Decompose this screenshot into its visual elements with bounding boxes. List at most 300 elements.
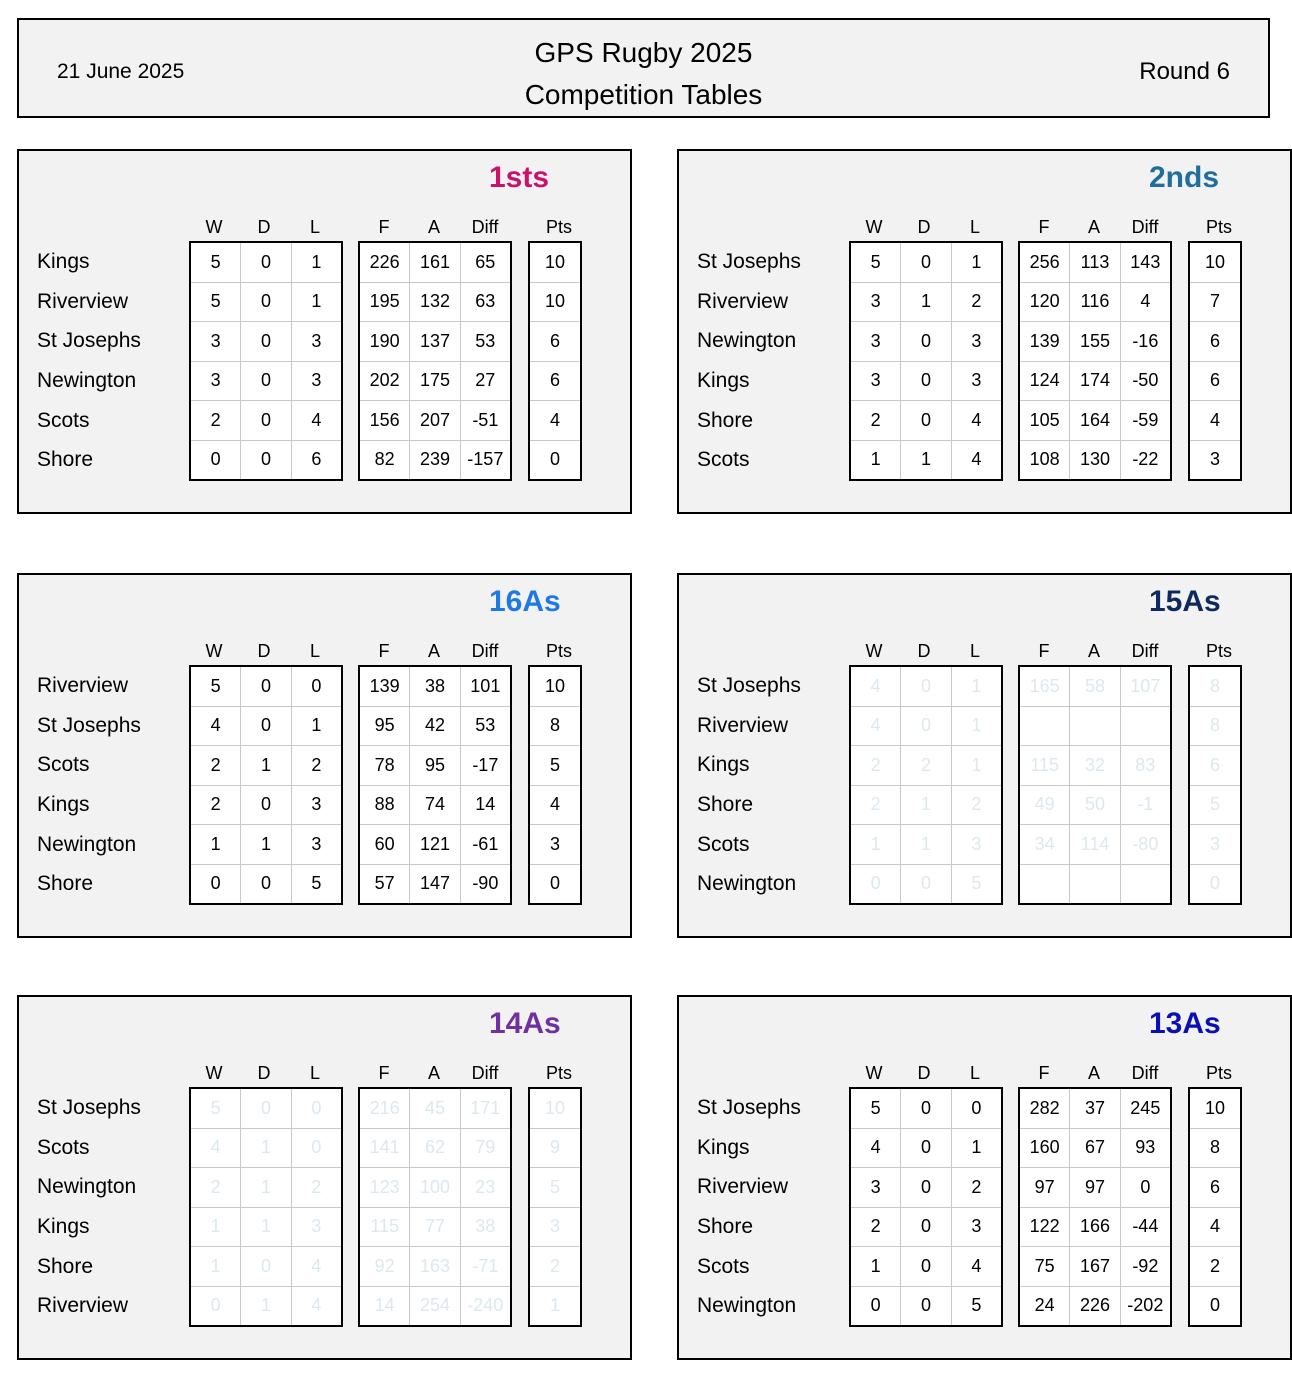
cell-d: 0 [241,667,290,707]
column-pts [530,667,580,903]
cell-pts: 1 [549,1295,560,1316]
cell-w: 1 [191,825,240,865]
cell-d: 0 [241,1089,290,1129]
cell-l: 0 [292,667,341,707]
column-header-pts: Pts [545,1063,572,1083]
cell-l: 1 [952,667,1001,707]
cell-diff: -61 [461,825,510,865]
cell-diff: 101 [461,667,510,707]
cell-d: 1 [241,1168,290,1208]
table-panel-1sts [17,149,632,514]
cell-f: 160 [1020,1129,1069,1169]
cell-w: 1 [851,1247,900,1287]
column-d [241,667,291,903]
cell-f: 216 [360,1089,409,1129]
column-diff [1121,243,1170,479]
record-box [189,665,343,905]
cell-w: 3 [851,322,900,362]
panel-title: 14As [489,1007,561,1040]
column-header-diff: Diff [1131,1063,1159,1083]
column-header-pts: Pts [1205,641,1232,661]
column-header-w: W [205,641,223,661]
cell-pts: 10 [1190,1089,1240,1129]
column-d [241,1089,291,1325]
column-header-f: F [1038,217,1050,237]
title-line-1: GPS Rugby 2025 [534,37,753,68]
column-d [901,667,951,903]
cell-a: 147 [419,873,451,894]
cell-pts: 6 [1190,1168,1240,1208]
cell-l: 4 [952,401,1001,441]
cell-l: 1 [952,707,1001,747]
column-header-l: L [309,1063,320,1083]
column-l [292,1089,341,1325]
cell-pts: 10 [1190,243,1240,283]
cell-f: 139 [1020,322,1069,362]
team-list [37,666,141,904]
column-header-d: D [257,641,271,661]
cell-w: 5 [851,243,900,283]
column-a [410,243,460,479]
cell-l: 1 [952,243,1001,283]
cell-diff: 63 [461,283,510,323]
cell-a: 167 [1070,1247,1119,1287]
column-w [851,667,901,903]
column-diff [461,667,510,903]
column-header-l: L [309,217,320,237]
cell-l: 3 [952,322,1001,362]
cell-a: 155 [1070,322,1119,362]
cell-a: 226 [1079,1295,1111,1316]
cell-a: 254 [419,1295,451,1316]
column-a [1070,667,1120,903]
table-panel-15as [677,573,1292,938]
cell-diff: -202 [1127,1295,1164,1316]
cell-pts: 3 [1190,825,1240,865]
cell-d: 1 [920,449,931,470]
cell-f: 60 [360,825,409,865]
cell-d: 1 [260,1295,271,1316]
cell-f: 115 [1020,746,1069,786]
team-name: Shore [37,448,94,472]
cell-f: 124 [1020,362,1069,402]
cell-d: 1 [241,1129,290,1169]
cell-pts: 0 [1209,1295,1220,1316]
cell-f: 282 [1020,1089,1069,1129]
column-header-diff: Diff [1131,217,1159,237]
column-pts [1190,243,1240,479]
column-header-f: F [1038,641,1050,661]
team-name: Kings [37,793,90,817]
cell-d: 0 [920,873,931,894]
cell-d: 0 [241,401,290,441]
cell-d: 1 [241,1208,290,1248]
cell-l: 3 [292,1208,341,1248]
column-header-f: F [1038,1063,1050,1083]
column-l [292,243,341,479]
points-box [1018,665,1172,905]
cell-w: 2 [191,746,240,786]
cell-pts: 8 [1190,707,1240,747]
points-box [358,1087,512,1327]
cell-l: 3 [952,362,1001,402]
cell-l: 5 [971,873,982,894]
cell-pts: 5 [530,746,580,786]
pts-box [1188,241,1242,481]
cell-l: 5 [311,873,322,894]
points-box [358,665,512,905]
cell-w: 1 [191,1247,240,1287]
cell-l: 2 [952,1168,1001,1208]
cell-l: 3 [292,786,341,826]
cell-a: 175 [410,362,459,402]
column-header-pts: Pts [1205,1063,1232,1083]
column-f [360,667,410,903]
cell-f: 92 [360,1247,409,1287]
record-box [849,665,1003,905]
cell-d: 0 [901,1247,950,1287]
cell-f: 105 [1020,401,1069,441]
column-header-d: D [917,217,931,237]
cell-w: 0 [210,449,221,470]
cell-diff: -17 [461,746,510,786]
panel-title: 1sts [489,161,550,194]
cell-f: 75 [1020,1247,1069,1287]
team-name: Kings [697,1135,750,1159]
column-w [851,243,901,479]
team-name: St Josephs [697,1096,801,1119]
record-box [849,1087,1003,1327]
cell-f [1020,707,1069,747]
column-f [360,1089,410,1325]
team-name: Scots [37,753,90,777]
cell-diff: -240 [467,1295,504,1316]
cell-pts: 2 [1190,1247,1240,1287]
cell-l: 4 [952,1247,1001,1287]
column-w [191,243,241,479]
cell-pts: 6 [1190,322,1240,362]
column-header-a: A [427,217,440,237]
cell-diff: 107 [1121,667,1170,707]
team-name: Riverview [697,1175,789,1199]
cell-d: 1 [241,746,290,786]
column-header-d: D [257,217,271,237]
team-list [37,1088,141,1326]
cell-pts: 2 [530,1247,580,1287]
cell-d: 0 [901,667,950,707]
column-diff [1121,1089,1170,1325]
panel-title: 16As [489,585,561,618]
cell-diff: -90 [472,873,499,894]
cell-d: 0 [901,362,950,402]
column-l [292,667,341,903]
cell-a: 74 [410,786,459,826]
team-name: Shore [37,1254,94,1278]
cell-w: 4 [851,707,900,747]
cell-f: 226 [360,243,409,283]
cell-w: 0 [870,873,881,894]
cell-l: 1 [952,746,1001,786]
cell-w: 2 [191,1168,240,1208]
table-panel-13as [677,995,1292,1360]
cell-diff: 171 [461,1089,510,1129]
cell-f: 165 [1020,667,1069,707]
column-header-l: L [969,217,980,237]
cell-a: 37 [1070,1089,1119,1129]
cell-d: 0 [260,449,271,470]
cell-a: 164 [1070,401,1119,441]
cell-a: 130 [1079,449,1111,470]
cell-d: 1 [901,283,950,323]
cell-l: 1 [292,707,341,747]
column-diff [461,1089,510,1325]
column-f [360,243,410,479]
cell-w: 2 [851,1208,900,1248]
cell-d: 1 [901,825,950,865]
cell-diff: -1 [1121,786,1170,826]
cell-a: 77 [410,1208,459,1248]
cell-pts: 0 [1209,873,1220,894]
cell-w: 2 [851,786,900,826]
cell-w: 3 [191,362,240,402]
cell-pts: 10 [530,1089,580,1129]
team-list [697,242,801,480]
cell-pts: 4 [1190,401,1240,441]
cell-pts: 7 [1190,283,1240,323]
team-name: Scots [37,1135,90,1159]
cell-f: 195 [360,283,409,323]
cell-a: 67 [1070,1129,1119,1169]
cell-diff: 143 [1121,243,1170,283]
cell-diff: -71 [461,1247,510,1287]
column-w [851,1089,901,1325]
cell-pts: 6 [530,322,580,362]
cell-a: 38 [410,667,459,707]
cell-a: 62 [410,1129,459,1169]
team-name: Shore [697,408,754,432]
cell-w: 1 [191,1208,240,1248]
cell-pts: 4 [1190,1208,1240,1248]
cell-diff: -157 [467,449,504,470]
cell-a [1070,865,1119,904]
cell-a: 42 [410,707,459,747]
cell-diff: 23 [461,1168,510,1208]
team-list [697,666,801,904]
team-name: Newington [37,1175,137,1199]
cell-l: 3 [292,362,341,402]
cell-diff: 27 [461,362,510,402]
cell-l: 2 [292,1168,341,1208]
report-header [17,18,1270,118]
cell-d: 1 [901,786,950,826]
cell-f: 95 [360,707,409,747]
cell-f: 57 [374,873,395,894]
pts-box [1188,1087,1242,1327]
cell-a: 32 [1070,746,1119,786]
cell-l: 1 [292,243,341,283]
column-header-d: D [917,1063,931,1083]
column-header-w: W [205,217,223,237]
cell-pts: 5 [530,1168,580,1208]
cell-f: 97 [1020,1168,1069,1208]
pts-box [528,1087,582,1327]
column-header-f: F [378,1063,390,1083]
team-name: Newington [37,832,137,856]
cell-diff: -22 [1132,449,1159,470]
record-box [189,1087,343,1327]
cell-l: 4 [311,1295,322,1316]
column-header-diff: Diff [471,641,499,661]
cell-pts: 10 [530,283,580,323]
team-name: Riverview [37,674,129,697]
team-name: Scots [697,1254,750,1278]
cell-w: 4 [191,1129,240,1169]
cell-a: 45 [410,1089,459,1129]
cell-l: 0 [292,1089,341,1129]
cell-a: 174 [1070,362,1119,402]
cell-f: 141 [360,1129,409,1169]
pts-box [528,241,582,481]
cell-a: 161 [410,243,459,283]
cell-d: 0 [260,873,271,894]
team-name: Scots [37,408,90,432]
cell-a: 132 [410,283,459,323]
column-pts [530,1089,580,1325]
points-box [358,241,512,481]
team-list [697,1088,801,1326]
cell-pts: 0 [549,873,560,894]
column-header-l: L [969,641,980,661]
cell-pts: 4 [530,401,580,441]
column-d [901,1089,951,1325]
cell-f: 82 [374,449,395,470]
cell-f: 34 [1020,825,1069,865]
cell-w: 2 [191,786,240,826]
column-pts [1190,667,1240,903]
column-diff [1121,667,1170,903]
column-header-a: A [1087,641,1100,661]
cell-d: 0 [241,243,290,283]
cell-f: 14 [374,1295,395,1316]
cell-pts: 3 [530,825,580,865]
cell-a: 97 [1070,1168,1119,1208]
column-header-l: L [969,1063,980,1083]
column-f [1020,667,1070,903]
cell-f: 202 [360,362,409,402]
panel-title: 2nds [1149,161,1220,194]
column-header-d: D [917,641,931,661]
column-header-diff: Diff [471,217,499,237]
column-header-diff: Diff [1131,641,1159,661]
cell-w: 0 [210,873,221,894]
column-pts [1190,1089,1240,1325]
cell-w: 5 [191,243,240,283]
column-d [901,243,951,479]
cell-a: 121 [410,825,459,865]
cell-d: 0 [241,362,290,402]
cell-f: 156 [360,401,409,441]
cell-d: 0 [901,1208,950,1248]
cell-diff: 53 [461,707,510,747]
team-name: St Josephs [37,329,141,353]
cell-d: 0 [901,1089,950,1129]
cell-w: 0 [870,1295,881,1316]
team-name: Newington [37,369,137,393]
cell-a: 95 [410,746,459,786]
column-header-pts: Pts [545,217,572,237]
cell-a: 116 [1070,283,1119,323]
cell-pts: 8 [530,707,580,747]
report-title [19,32,1268,116]
column-header-l: L [309,641,320,661]
cell-pts: 3 [530,1208,580,1248]
cell-l: 6 [311,449,322,470]
cell-w: 3 [851,362,900,402]
cell-f: 120 [1020,283,1069,323]
cell-f: 108 [1029,449,1060,470]
column-a [410,1089,460,1325]
column-header-w: W [865,641,883,661]
cell-a: 50 [1070,786,1119,826]
cell-diff: 14 [461,786,510,826]
cell-a: 58 [1070,667,1119,707]
cell-d: 0 [920,1295,931,1316]
team-name: Shore [697,793,754,817]
column-header-d: D [257,1063,271,1083]
cell-l: 4 [292,401,341,441]
cell-d: 0 [241,322,290,362]
cell-l: 3 [292,825,341,865]
cell-d: 0 [901,1129,950,1169]
cell-a: 163 [410,1247,459,1287]
team-list [37,242,141,480]
cell-pts: 3 [1209,449,1220,470]
team-name: Kings [37,250,90,273]
cell-l: 4 [971,449,982,470]
cell-l: 2 [292,746,341,786]
cell-a: 113 [1070,243,1119,283]
cell-a: 137 [410,322,459,362]
cell-l: 1 [952,1129,1001,1169]
column-header-a: A [427,641,440,661]
team-name: Kings [37,1215,90,1239]
cell-l: 2 [952,786,1001,826]
report-date: 21 June 2025 [57,60,185,83]
cell-diff: -92 [1121,1247,1170,1287]
cell-diff: 83 [1121,746,1170,786]
team-name: St Josephs [37,1096,141,1119]
cell-pts: 8 [1190,667,1240,707]
cell-f: 78 [360,746,409,786]
cell-f: 190 [360,322,409,362]
cell-diff: 93 [1121,1129,1170,1169]
cell-diff: -80 [1121,825,1170,865]
team-name: Newington [697,872,797,896]
cell-pts: 6 [1190,362,1240,402]
team-name: St Josephs [697,674,801,697]
cell-f: 139 [360,667,409,707]
cell-pts: 0 [549,449,560,470]
cell-diff: 65 [461,243,510,283]
cell-w: 5 [191,1089,240,1129]
cell-l: 0 [952,1089,1001,1129]
column-a [410,667,460,903]
cell-diff: 245 [1121,1089,1170,1129]
cell-w: 1 [870,449,881,470]
column-w [191,1089,241,1325]
cell-d: 0 [241,1247,290,1287]
cell-f: 115 [360,1208,409,1248]
